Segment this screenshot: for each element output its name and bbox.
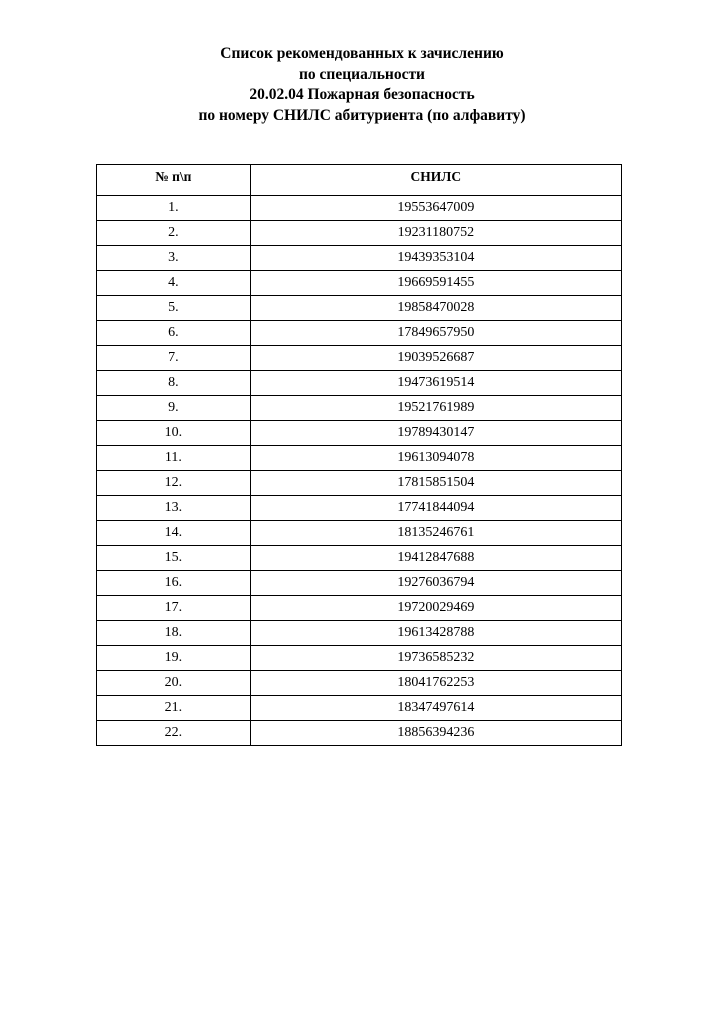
snils-cell: 19669591455 (250, 271, 621, 296)
row-number-cell: 14. (97, 521, 251, 546)
table-row (97, 346, 622, 371)
title-line-3: 20.02.04 Пожарная безопасность (249, 86, 475, 103)
table-row (97, 571, 622, 596)
snils-cell: 19439353104 (250, 246, 621, 271)
snils-cell: 19720029469 (250, 596, 621, 621)
row-number-cell: 15. (97, 546, 251, 571)
title-line-1: Список рекомендованных к зачислению (220, 45, 504, 62)
table-row (97, 696, 622, 721)
row-number-cell: 22. (97, 721, 251, 746)
row-number-cell: 16. (97, 571, 251, 596)
snils-cell: 19789430147 (250, 421, 621, 446)
snils-cell: 19858470028 (250, 296, 621, 321)
table-row (97, 371, 622, 396)
snils-cell: 19412847688 (250, 546, 621, 571)
snils-cell: 19736585232 (250, 646, 621, 671)
snils-cell: 19521761989 (250, 396, 621, 421)
snils-cell: 19613094078 (250, 446, 621, 471)
table-body (97, 196, 622, 746)
table-row (97, 721, 622, 746)
table-row (97, 271, 622, 296)
snils-table (96, 164, 622, 746)
snils-cell: 19276036794 (250, 571, 621, 596)
row-number-cell: 17. (97, 596, 251, 621)
snils-cell: 19473619514 (250, 371, 621, 396)
table-row (97, 296, 622, 321)
title-line-4: по номеру СНИЛС абитуриента (по алфавиту) (198, 106, 526, 124)
row-number-cell: 12. (97, 471, 251, 496)
table-row (97, 221, 622, 246)
row-number-cell: 19. (97, 646, 251, 671)
row-number-cell: 5. (97, 296, 251, 321)
snils-cell: 17815851504 (250, 471, 621, 496)
document-title (0, 44, 724, 126)
row-number-cell: 13. (97, 496, 251, 521)
snils-cell: 18347497614 (250, 696, 621, 721)
row-number-cell: 18. (97, 621, 251, 646)
snils-cell: 18856394236 (250, 721, 621, 746)
row-number-cell: 6. (97, 321, 251, 346)
table-row (97, 496, 622, 521)
row-number-cell: 9. (97, 396, 251, 421)
row-number-cell: 1. (97, 196, 251, 221)
table-row (97, 196, 622, 221)
header-row (97, 165, 622, 196)
column-header-number: № п\п (97, 165, 251, 196)
table-row (97, 596, 622, 621)
table-header (97, 165, 622, 196)
snils-cell: 19613428788 (250, 621, 621, 646)
table-row (97, 546, 622, 571)
snils-cell: 17849657950 (250, 321, 621, 346)
row-number-cell: 4. (97, 271, 251, 296)
row-number-cell: 2. (97, 221, 251, 246)
snils-cell: 19553647009 (250, 196, 621, 221)
snils-cell: 18135246761 (250, 521, 621, 546)
table-row (97, 321, 622, 346)
snils-cell: 17741844094 (250, 496, 621, 521)
row-number-cell: 3. (97, 246, 251, 271)
snils-cell: 19039526687 (250, 346, 621, 371)
row-number-cell: 20. (97, 671, 251, 696)
row-number-cell: 8. (97, 371, 251, 396)
table-row (97, 471, 622, 496)
table-row (97, 671, 622, 696)
table-row (97, 521, 622, 546)
column-header-snils: СНИЛС (250, 165, 621, 196)
row-number-cell: 11. (97, 446, 251, 471)
table-row (97, 421, 622, 446)
table-row (97, 396, 622, 421)
table-row (97, 446, 622, 471)
row-number-cell: 21. (97, 696, 251, 721)
row-number-cell: 10. (97, 421, 251, 446)
table-row (97, 646, 622, 671)
snils-cell: 19231180752 (250, 221, 621, 246)
table-row (97, 246, 622, 271)
title-line-2: по специальности (299, 65, 425, 83)
table-row (97, 621, 622, 646)
snils-cell: 18041762253 (250, 671, 621, 696)
row-number-cell: 7. (97, 346, 251, 371)
